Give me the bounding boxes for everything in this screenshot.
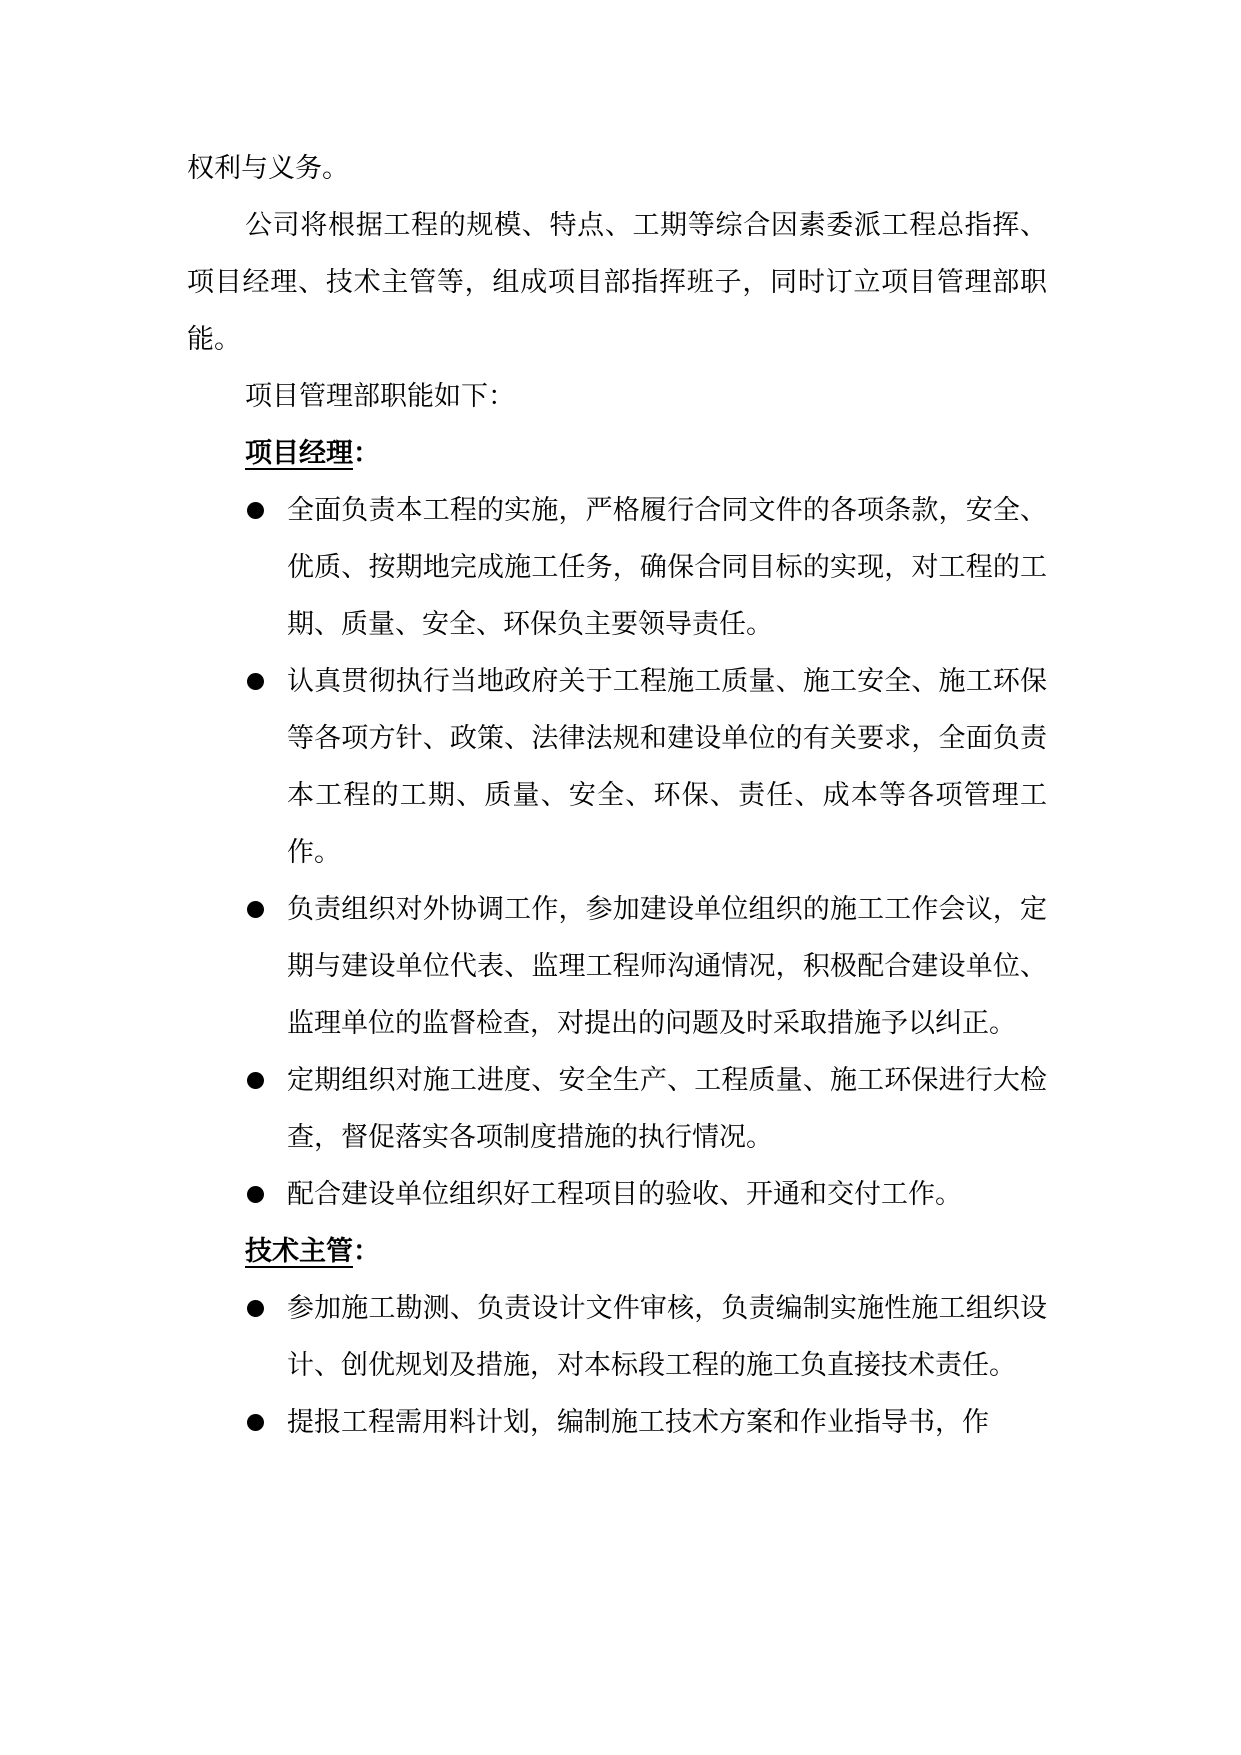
bullet-item-text: 全面负责本工程的实施，严格履行合同文件的各项条款，安全、优质、按期地完成施工任务，确保合同目标的实现，对工程的工期、质量、安全、环保负主要领导责任。 (287, 495, 1047, 640)
bullet-item (187, 1394, 1047, 1451)
paragraph-continuation: 权利与义务。 (187, 153, 349, 184)
section-project-manager (187, 425, 1047, 1223)
section-heading (245, 425, 1047, 482)
bullet-dot-icon (247, 1414, 264, 1431)
bullet-item-text: 负责组织对外协调工作，参加建设单位组织的施工工作会议，定期与建设单位代表、监理工程师沟通情况，积极配合建设单位、监理单位的监督检查，对提出的问题及时采取措施予以纠正。 (287, 894, 1047, 1039)
section-heading (245, 1223, 1047, 1280)
bullet-dot-icon (247, 1072, 264, 1089)
bullet-item-text: 定期组织对施工进度、安全生产、工程质量、施工环保进行大检查，督促落实各项制度措施的执行情况。 (287, 1065, 1047, 1153)
bullet-dot-icon (247, 1186, 264, 1203)
bullet-item-text: 参加施工勘测、负责设计文件审核，负责编制实施性施工组织设计、创优规划及措施，对本标段工程的施工负直接技术责任。 (287, 1293, 1047, 1381)
bullet-item (187, 482, 1047, 653)
document-body (187, 140, 1047, 1451)
section-heading-text: 项目经理 (245, 438, 353, 469)
bullet-item (187, 1166, 1047, 1223)
section-heading-colon: ： (353, 438, 380, 469)
bullet-item (187, 1280, 1047, 1394)
bullet-item (187, 1052, 1047, 1166)
bullet-item-text: 配合建设单位组织好工程项目的验收、开通和交付工作。 (287, 1179, 962, 1210)
paragraph-functions-intro: 项目管理部职能如下： (245, 381, 515, 412)
bullet-item (187, 653, 1047, 881)
bullet-item (187, 881, 1047, 1052)
bullet-item-text: 提报工程需用料计划，编制施工技术方案和作业指导书，作 (287, 1407, 989, 1438)
bullet-dot-icon (247, 673, 264, 690)
bullet-dot-icon (247, 901, 264, 918)
bullet-dot-icon (247, 1300, 264, 1317)
section-technical-supervisor (187, 1223, 1047, 1451)
bullet-item-text: 认真贯彻执行当地政府关于工程施工质量、施工安全、施工环保等各项方针、政策、法律法规和建设单位的有关要求，全面负责本工程的工期、质量、安全、环保、责任、成本等各项管理工作。 (287, 666, 1047, 868)
section-heading-colon: ： (353, 1236, 380, 1267)
bullet-dot-icon (247, 502, 264, 519)
bullet-list (187, 1280, 1047, 1451)
bullet-list (187, 482, 1047, 1223)
paragraph-company-appointment: 公司将根据工程的规模、特点、工期等综合因素委派工程总指挥、项目经理、技术主管等，组成项目部指挥班子，同时订立项目管理部职能。 (187, 210, 1047, 355)
section-heading-text: 技术主管 (245, 1236, 353, 1267)
